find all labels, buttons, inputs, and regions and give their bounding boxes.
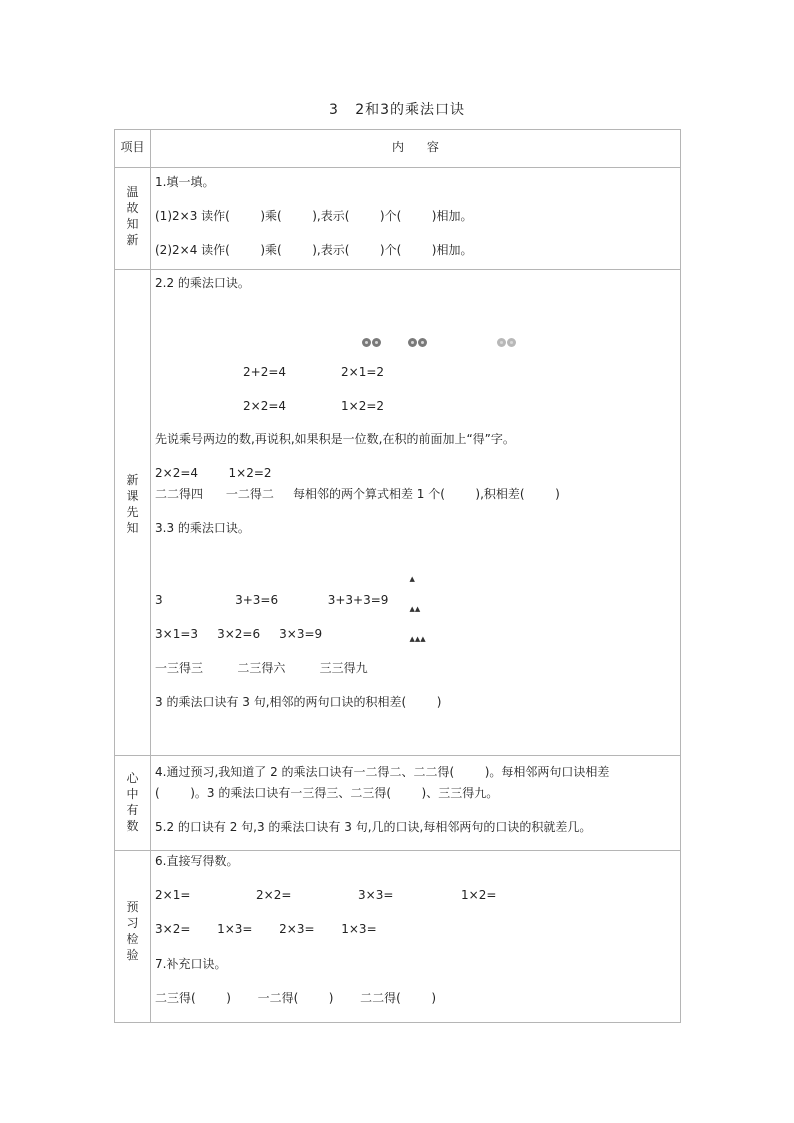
addition-line: 3 3+3=6 3+3+3=9 xyxy=(155,593,389,607)
flower-group-2 xyxy=(377,322,428,364)
question-3: 3.3 的乘法口诀。 xyxy=(155,521,250,535)
header-cell-item: 项目 xyxy=(115,130,151,168)
page-title: 3 2和3的乘法口诀 xyxy=(328,102,466,118)
exercise: 1×2= xyxy=(461,888,497,902)
triangle-icon: ▲ xyxy=(409,575,415,583)
section-content-heart xyxy=(151,756,681,851)
section-check xyxy=(115,851,681,1023)
section-label-new: 新 课 先 知 xyxy=(115,270,151,756)
section-label-heart: 心 中 有 数 xyxy=(115,756,151,851)
equation: 2×1=2 xyxy=(341,365,385,379)
question-1-part-2: (2)2×4 读作( )乘( ),表示( )个( )相加。 xyxy=(155,243,473,257)
question-2: 2.2 的乘法口诀。 xyxy=(155,276,250,290)
section-label-review: 温 故 知 新 xyxy=(115,168,151,270)
exercise: 3×3= xyxy=(358,888,394,902)
exercise: 2×2= xyxy=(256,888,292,902)
triangle-icon: ▲▲▲ xyxy=(409,635,426,643)
question-4-line-1: 4.通过预习,我知道了 2 的乘法口诀有一二得二、二二得( )。每相邻两句口诀相差 xyxy=(155,765,610,779)
section-label-check: 预 习 检 验 xyxy=(115,851,151,1023)
question-6: 6.直接写得数。 xyxy=(155,854,239,868)
question-7: 7.补充口诀。 xyxy=(155,957,227,971)
exercise-row-2: 3×2= 1×3= 2×3= 1×3= xyxy=(155,922,377,936)
conclusion: 3 的乘法口诀有 3 句,相邻的两句口诀的积相差( ) xyxy=(155,695,442,709)
equation: 2+2=4 xyxy=(243,365,287,379)
header-row xyxy=(115,130,681,168)
section-heart xyxy=(115,756,681,851)
section-content-review xyxy=(151,168,681,270)
rhyme-3-line: 一三得三 二三得六 三三得九 xyxy=(155,661,368,675)
section-content-check xyxy=(151,851,681,1023)
section-new xyxy=(115,270,681,756)
question-4-line-2: ( )。3 的乘法口诀有一三得三、二三得( )、三三得九。 xyxy=(155,786,499,800)
rhyme-line: 二二得四 一二得二 每相邻的两个算式相差 1 个( ),积相差( ) xyxy=(155,487,560,501)
flower-group-1 xyxy=(331,322,382,364)
section-content-new xyxy=(151,270,681,756)
multiplication-line: 3×1=3 3×2=6 3×3=9 xyxy=(155,627,323,641)
flower-icon xyxy=(362,338,371,347)
exercise: 2×1= xyxy=(155,888,191,902)
flower-group-3 xyxy=(466,322,517,364)
flower-icon xyxy=(497,338,506,347)
question-1: 1.填一填。 xyxy=(155,175,215,189)
flower-icon xyxy=(507,338,516,347)
header-cell-content: 内 容 xyxy=(151,130,681,168)
equation-line: 2×2=4 1×2=2 xyxy=(155,466,272,480)
flower-icon xyxy=(418,338,427,347)
equation: 1×2=2 xyxy=(341,399,385,413)
rule-note: 先说乘号两边的数,再说积,如果积是一位数,在积的前面加上“得”字。 xyxy=(155,432,515,446)
rhyme-fill-row: 二三得( ) 一二得( ) 二二得( ) xyxy=(155,991,437,1005)
flower-icon xyxy=(408,338,417,347)
question-5: 5.2 的口诀有 2 句,3 的乘法口诀有 3 句,几的口诀,每相邻两句的口诀的积就差几。 xyxy=(155,820,592,834)
triangle-icon: ▲▲ xyxy=(409,605,421,613)
triangle-group xyxy=(379,556,426,660)
question-1-part-1: (1)2×3 读作( )乘( ),表示( )个( )相加。 xyxy=(155,209,473,223)
section-review xyxy=(115,168,681,270)
equation: 2×2=4 xyxy=(243,399,287,413)
worksheet-table xyxy=(114,129,681,1023)
